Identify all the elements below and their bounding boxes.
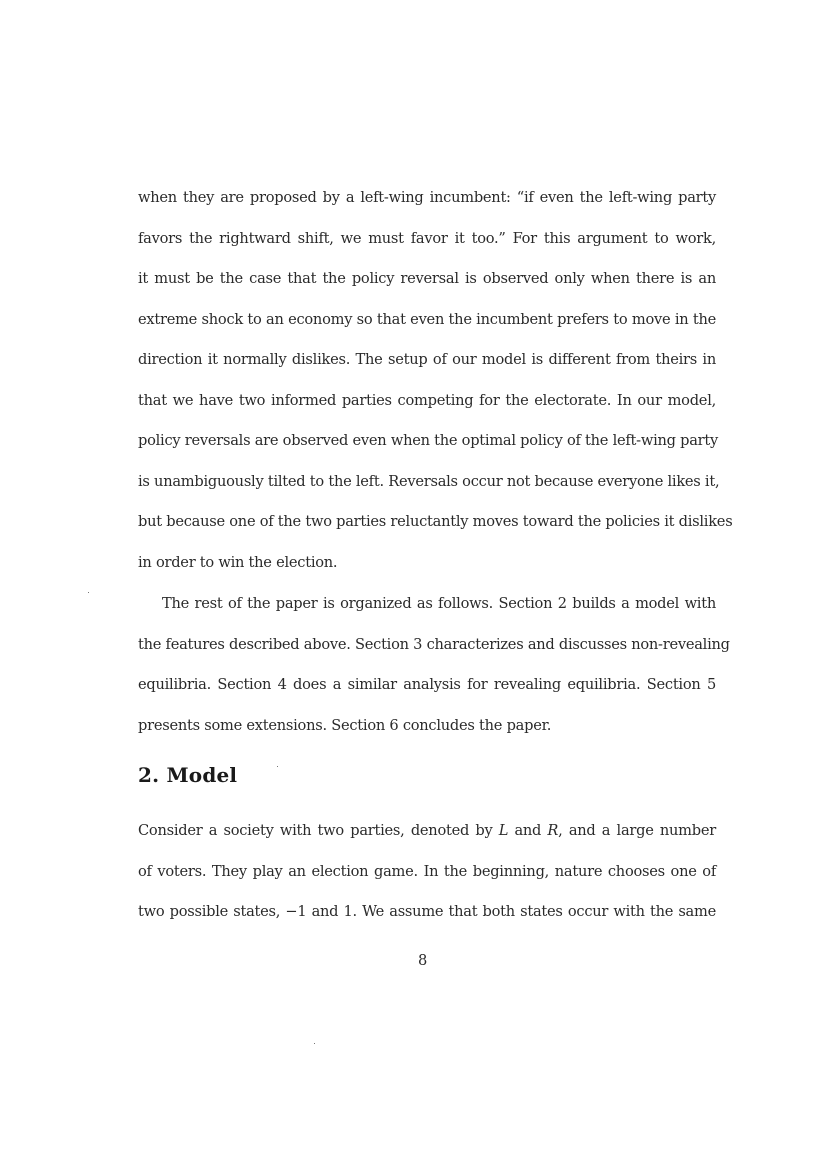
scan-speck: [277, 766, 278, 767]
text-line: favors the rightward shift, we must favor it too.” For this argument to work,: [138, 229, 716, 247]
text-line: two possible states, −1 and 1. We assume that both states occur with the same: [138, 903, 716, 920]
text-line: presents some extensions. Section 6 concludes the paper.: [138, 716, 552, 734]
text-fragment: Consider a society with two parties, denoted by: [138, 822, 499, 839]
party-l-symbol: L: [498, 822, 509, 839]
text-line: that we have two informed parties competing for the electorate. In our model,: [138, 391, 716, 409]
text-line: of voters. They play an election game. In the beginning, nature chooses one of: [138, 862, 716, 880]
party-r-symbol: R: [547, 822, 559, 839]
text-fragment: , and a large number: [558, 822, 716, 839]
page-number: 8: [418, 952, 428, 969]
text-line: policy reversals are observed even when the optimal policy of the left-wing party: [138, 432, 718, 449]
text-line: The rest of the paper is organized as follows. Section 2 builds a model with: [162, 595, 716, 612]
section-heading: 2. Model: [138, 763, 238, 787]
text-line: but because one of the two parties reluctantly moves toward the policies it dislikes: [138, 513, 733, 530]
text-line: is unambiguously tilted to the left. Reversals occur not because everyone likes it,: [138, 472, 720, 490]
text-line: direction it normally dislikes. The setup of our model is different from theirs in: [138, 351, 716, 368]
text-line: equilibria. Section 4 does a similar analysis for revealing equilibria. Section 5: [138, 676, 716, 693]
text-line: extreme shock to an economy so that even the incumbent prefers to move in the: [138, 310, 716, 328]
scan-speck: [88, 592, 89, 593]
text-fragment: and: [508, 822, 548, 839]
text-line: when they are proposed by a left-wing incumbent: “if even the left-wing party: [138, 189, 716, 206]
scan-speck: [314, 1043, 315, 1044]
text-line: it must be the case that the policy reversal is observed only when there is an: [138, 270, 716, 287]
text-line: in order to win the election.: [138, 553, 338, 571]
text-line: [138, 822, 716, 840]
text-line: the features described above. Section 3 characterizes and discusses non-revealing: [138, 635, 730, 653]
